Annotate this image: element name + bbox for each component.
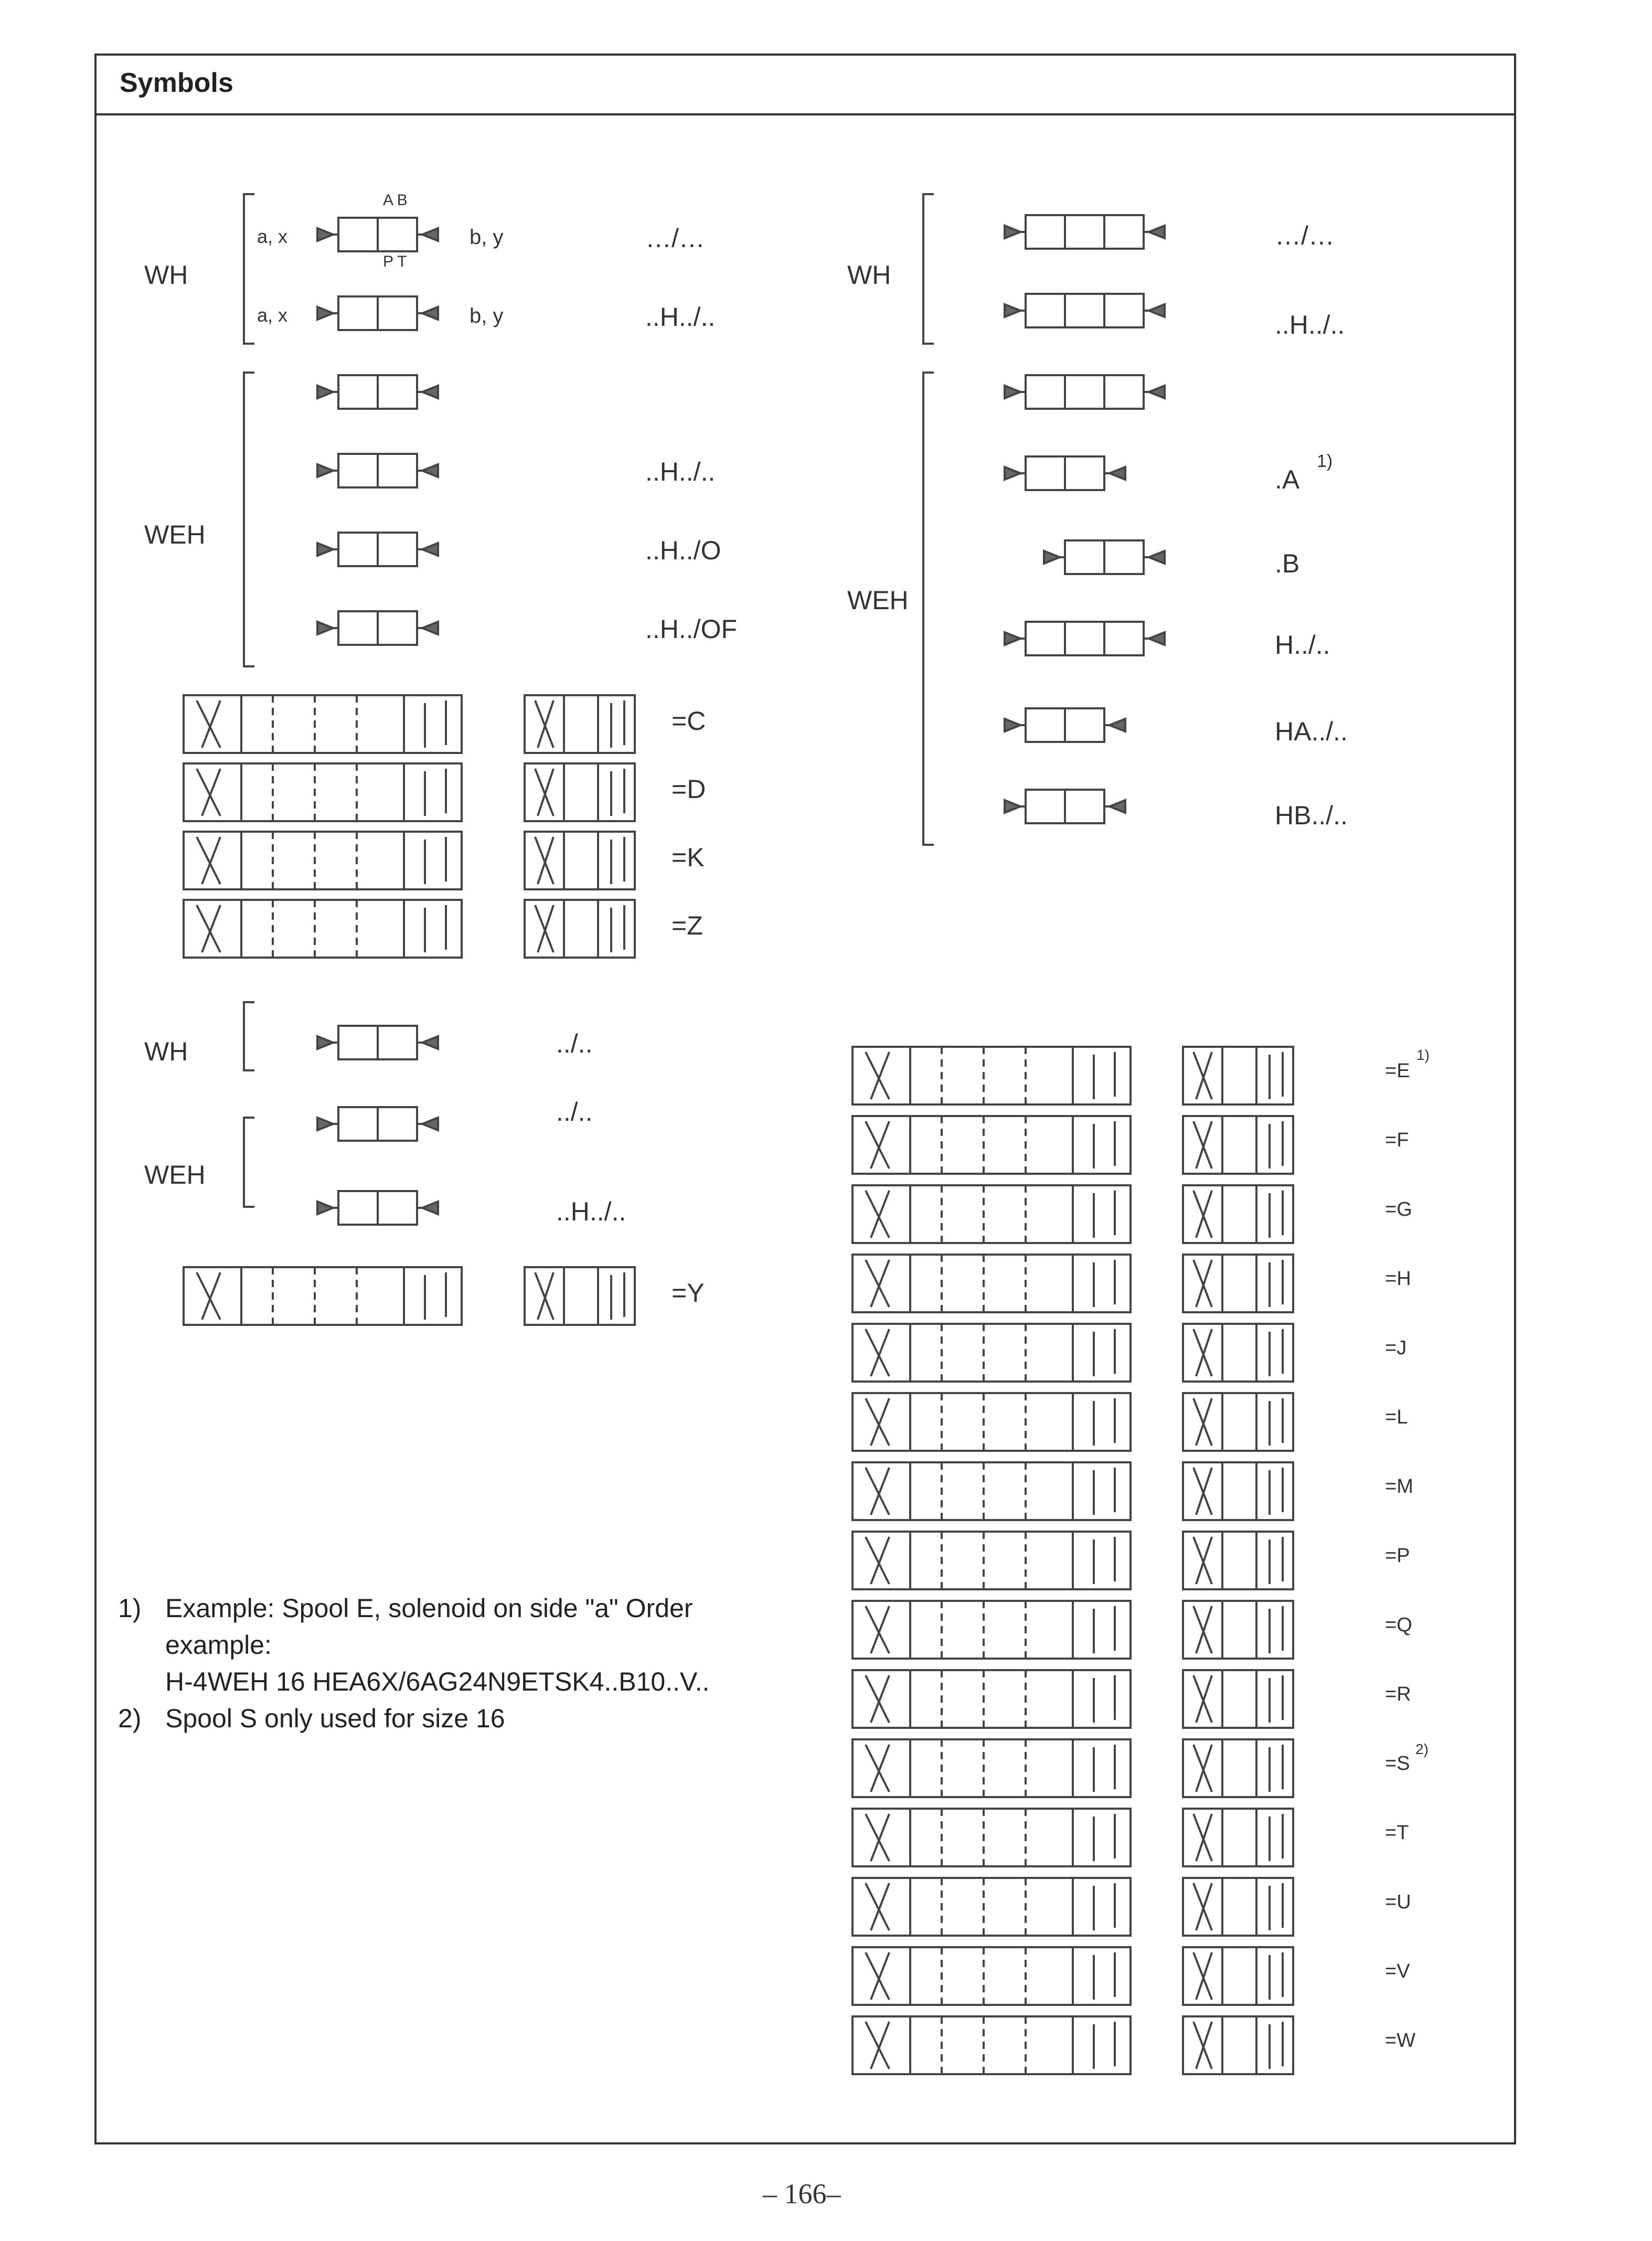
valve-symbol (1005, 294, 1165, 327)
code-right-6: HA../.. (1275, 717, 1348, 746)
valve-symbol (317, 1026, 438, 1059)
valve-symbol (317, 375, 438, 409)
code-left-3: ..H../.. (645, 457, 716, 486)
spool-k-large (184, 832, 462, 889)
label-weh-top-right: WEH (847, 586, 909, 615)
wh-bracket-mid (244, 1002, 254, 1070)
code-left-1: …/… (645, 224, 705, 253)
spool-column-right (852, 1047, 1293, 2074)
page-number: – 166– (763, 2178, 841, 2210)
weh-bracket-mid (244, 1118, 254, 1207)
label-weh-mid: WEH (144, 1160, 206, 1189)
wh-bracket-right (923, 194, 934, 344)
valve-symbol (317, 454, 438, 487)
port-label: b, y (470, 226, 504, 249)
spool-label-f: =F (1385, 1129, 1409, 1151)
code-mid-2: ../.. (556, 1097, 593, 1127)
valve-symbol (317, 218, 438, 251)
code-right-3-footnote: 1) (1317, 451, 1333, 471)
code-mid-1: ../.. (556, 1029, 593, 1058)
spool-d-large (184, 763, 462, 821)
label-weh-top-left: WEH (144, 520, 206, 549)
label-wh-mid: WH (144, 1037, 188, 1066)
spool-label-h: =H (1385, 1268, 1411, 1290)
note-1-line-1: Example: Spool E, solenoid on side "a" Order (165, 1594, 693, 1623)
spool-label-d: =D (672, 774, 706, 804)
code-left-5: ..H../OF (645, 614, 737, 644)
spool-label-j: =J (1385, 1337, 1407, 1359)
wh-bracket-left (244, 194, 254, 344)
valve-symbol (317, 1107, 438, 1141)
valve-symbol (1005, 215, 1165, 249)
code-right-7: HB../.. (1275, 801, 1348, 830)
weh-bracket-left (244, 373, 254, 666)
spool-c-short (525, 695, 635, 753)
spool-label-y: =Y (672, 1278, 705, 1308)
spool-label-s: =S (1385, 1753, 1410, 1775)
port-label-ab: A B (383, 192, 408, 209)
spool-label-w: =W (1385, 2030, 1416, 2052)
valve-symbol (1005, 622, 1165, 655)
spool-c-large (184, 695, 462, 753)
valve-symbol (1044, 540, 1165, 574)
spool-label-q: =Q (1385, 1614, 1412, 1636)
spool-k-short (525, 832, 635, 889)
weh-bracket-right (923, 373, 934, 845)
valve-symbol (317, 1191, 438, 1225)
valve-symbol (1005, 456, 1125, 490)
note-1-line-3: H-4WEH 16 HEA6X/6AG24N9ETSK4..B10..V.. (165, 1667, 710, 1696)
valve-symbol (1005, 708, 1125, 742)
spool-label-v: =V (1385, 1960, 1410, 1982)
note-1-marker: 1) (118, 1594, 142, 1623)
label-wh-top-left: WH (144, 260, 188, 290)
spool-d-short (525, 763, 635, 821)
valve-symbol (1005, 375, 1165, 409)
spool-label-e-footnote: 1) (1416, 1047, 1430, 1063)
port-label: b, y (470, 304, 504, 327)
label-wh-top-right: WH (847, 260, 891, 290)
spool-label-g: =G (1385, 1198, 1412, 1220)
code-left-4: ..H../O (645, 536, 721, 565)
spool-y-large (184, 1267, 462, 1325)
code-right-2: ..H../.. (1275, 310, 1345, 339)
spool-z-large (184, 900, 462, 958)
spool-label-m: =M (1385, 1475, 1413, 1497)
spool-y-short (525, 1267, 635, 1325)
spool-label-k: =K (672, 843, 705, 872)
spool-label-l: =L (1385, 1406, 1408, 1428)
port-label-pt: P T (383, 253, 407, 270)
note-2-marker: 2) (118, 1704, 142, 1733)
valve-symbol (317, 296, 438, 330)
valve-symbol (317, 533, 438, 566)
valve-symbol (317, 611, 438, 645)
code-mid-3: ..H../.. (556, 1197, 626, 1226)
spool-label-r: =R (1385, 1683, 1411, 1705)
spool-label-p: =P (1385, 1545, 1410, 1567)
section-title: Symbols (120, 68, 233, 98)
note-1-line-2: example: (165, 1630, 272, 1660)
note-2-line-1: Spool S only used for size 16 (165, 1704, 505, 1733)
port-label: a, x (257, 304, 288, 326)
spool-label-c: =C (672, 706, 706, 736)
spool-label-z: =Z (672, 911, 703, 940)
code-right-4: .B (1275, 549, 1300, 578)
spool-z-short (525, 900, 635, 958)
spool-label-t: =T (1385, 1822, 1409, 1844)
code-left-2: ..H../.. (645, 302, 716, 332)
code-right-3: .A (1275, 465, 1300, 494)
port-label: a, x (257, 226, 288, 247)
code-right-5: H../.. (1275, 630, 1330, 660)
valve-symbol (1005, 790, 1125, 823)
spool-label-e: =E (1385, 1060, 1410, 1082)
code-right-1: …/… (1275, 221, 1335, 250)
spool-label-u: =U (1385, 1891, 1411, 1913)
spool-label-s-footnote: 2) (1415, 1741, 1429, 1757)
